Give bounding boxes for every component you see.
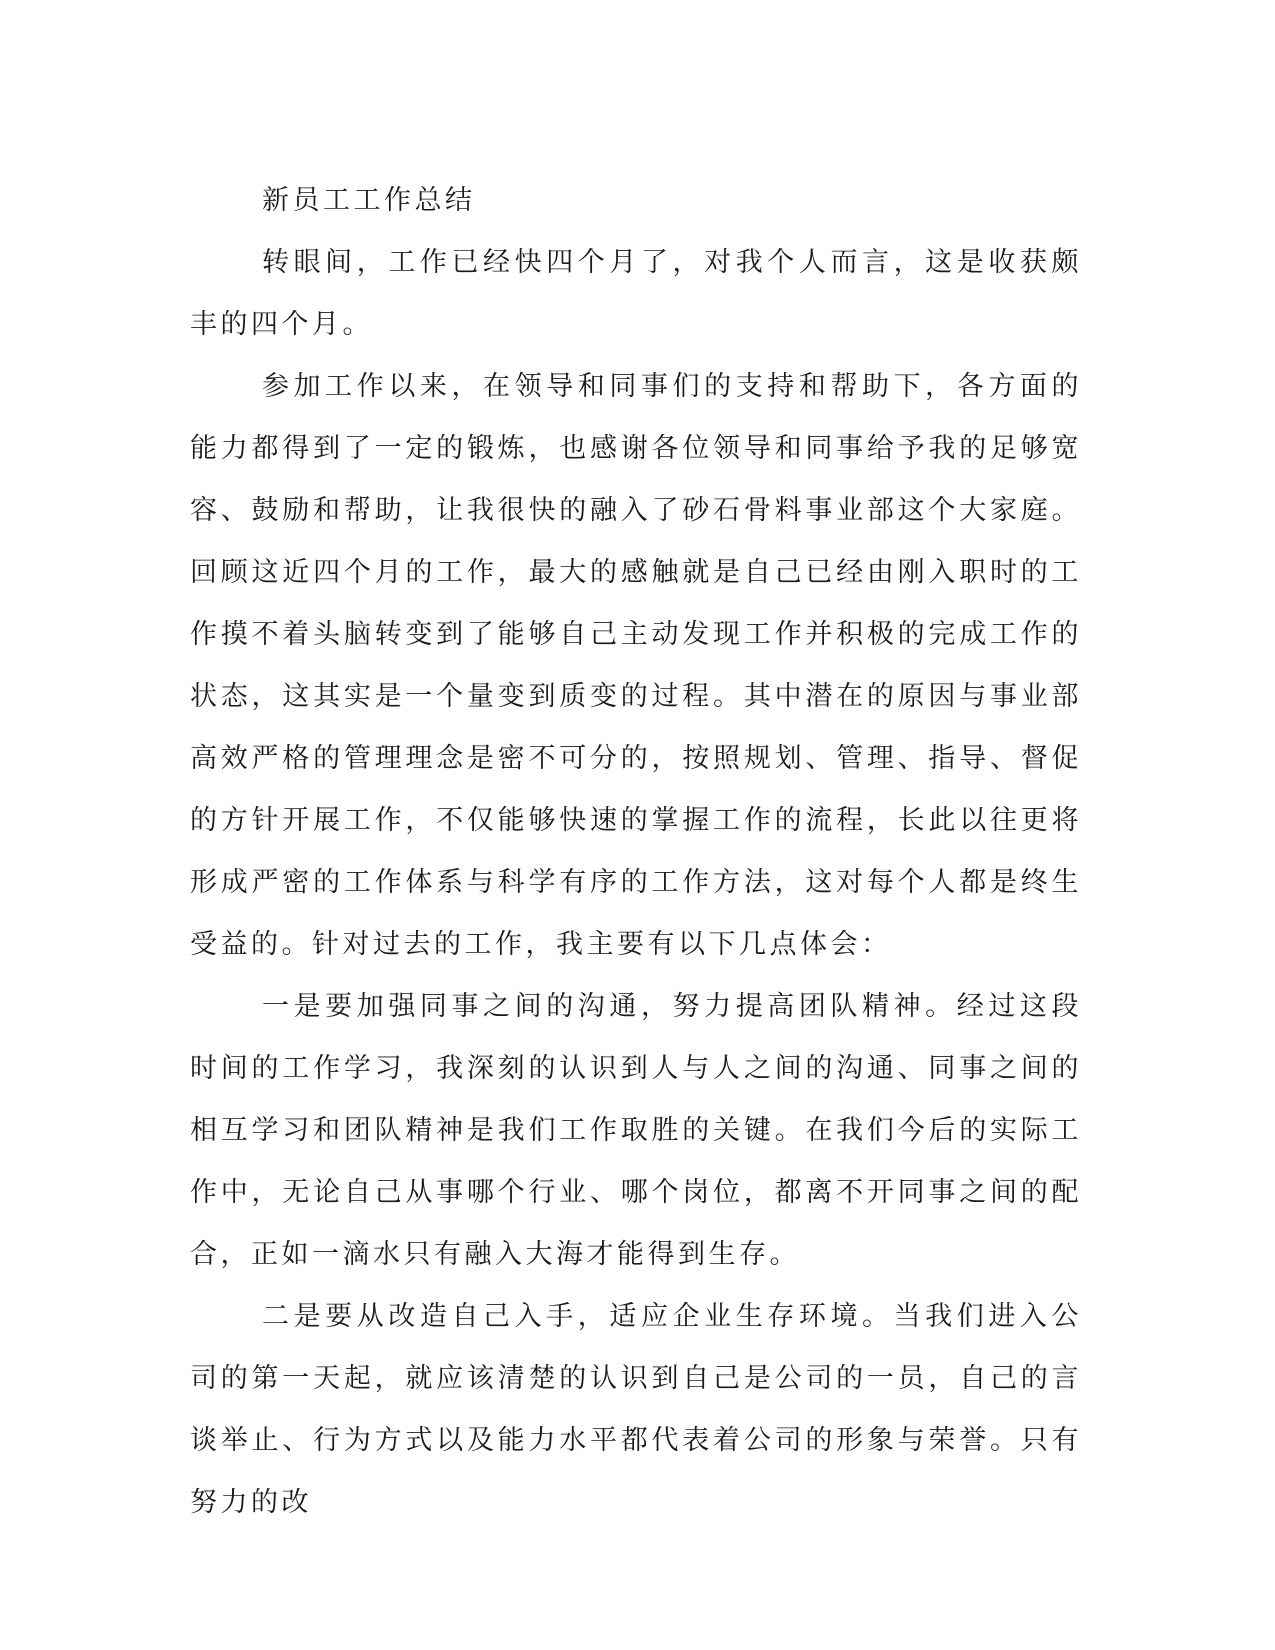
document-body xyxy=(190,170,1082,1534)
paragraph: 一是要加强同事之间的沟通，努力提高团队精神。经过这段时间的工作学习，我深刻的认识到人与人之间的沟通、同事之间的相互学习和团队精神是我们工作取胜的关键。在我们今后的实际工作中，无论自己从事哪个行业、哪个岗位，都离不开同事之间的配合，正如一滴水只有融入大海才能得到生存。 xyxy=(190,991,1082,1270)
paragraph: 参加工作以来，在领导和同事们的支持和帮助下，各方面的能力都得到了一定的锻炼，也感谢各位领导和同事给予我的足够宽容、鼓励和帮助，让我很快的融入了砂石骨料事业部这个大家庭。回顾这近四个月的工作，最大的感触就是自己已经由刚入职时的工作摸不着头脑转变到了能够自己主动发现工作并积极的完成工作的状态，这其实是一个量变到质变的过程。其中潜在的原因与事业部高效严格的管理理念是密不可分的，按照规划、管理、指导、督促的方针开展工作，不仅能够快速的掌握工作的流程，长此以往更将形成严密的工作体系与科学有序的工作方法，这对每个人都是终生受益的。针对过去的工作，我主要有以下几点体会： xyxy=(190,371,1082,960)
paragraph: 二是要从改造自己入手，适应企业生存环境。当我们进入公司的第一天起，就应该清楚的认识到自己是公司的一员，自己的言谈举止、行为方式以及能力水平都代表着公司的形象与荣誉。只有努力的改 xyxy=(190,1301,1082,1518)
paragraph: 转眼间，工作已经快四个月了，对我个人而言，这是收获颇丰的四个月。 xyxy=(190,247,1082,340)
document-title: 新员工工作总结 xyxy=(262,185,476,216)
